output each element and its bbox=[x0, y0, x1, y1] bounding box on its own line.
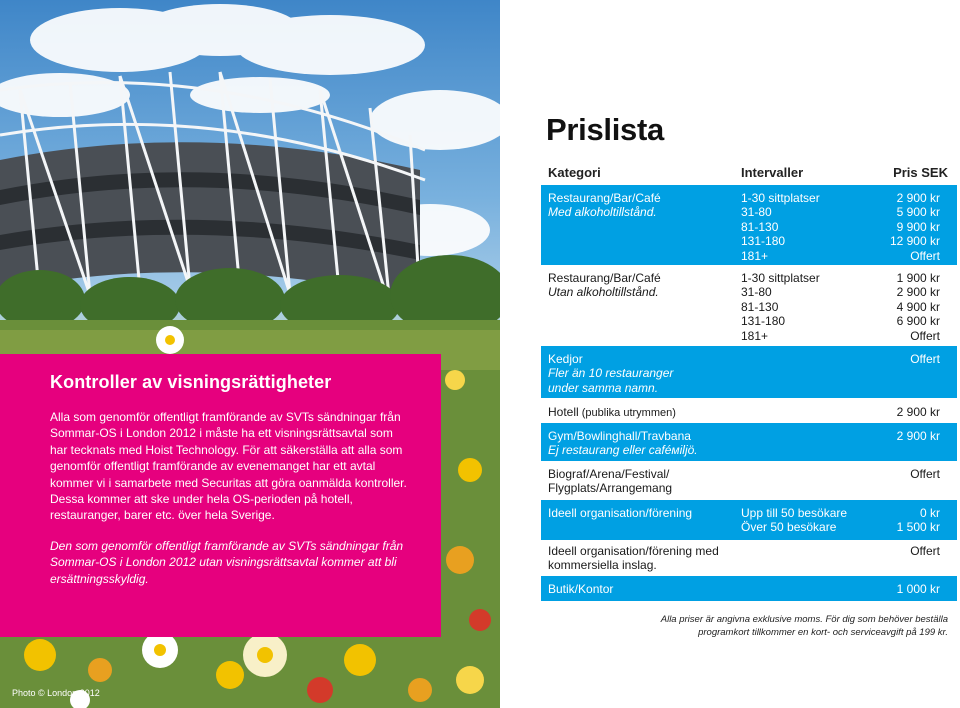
info-body: Alla som genomför offentligt framförande av SVTs sändningar från Sommar-OS i London 2012 i måste ha ett visningsrättsavtal som har tecknats med Hoist Technology. För att säkerställa att alla som genomför offentligt framförande av evenemanget har ett avtal kommer vi i samarbete med Securitas att göra oanmälda kontroller. Dessa kommer att ske under hela OS-perioden på hotell, restauranger, barer etc. över hela Sverige. bbox=[50, 410, 407, 523]
info-note: Den som genomför offentligt framförande av SVTs sändningar från Sommar-OS i London 2012 utan visningsrättsavtal kommer att bli ersättningsskyldig. bbox=[50, 538, 404, 586]
price-row-restaurant-with-license bbox=[541, 185, 957, 265]
row-prices: 2 900 kr bbox=[896, 429, 940, 443]
price-row-shop-office bbox=[541, 576, 957, 601]
row-category: Kedjor bbox=[548, 352, 583, 366]
row-category: Gym/Bowlinghall/Travbana bbox=[548, 429, 691, 443]
price-row-chains bbox=[541, 346, 957, 398]
row-prices: 1 000 kr bbox=[896, 582, 940, 596]
page-title: Prislista bbox=[546, 112, 664, 147]
row-category-cell bbox=[548, 271, 738, 300]
header-category: Kategori bbox=[548, 165, 601, 180]
price-row-gym bbox=[541, 423, 957, 461]
photo-credit: Photo © London 2012 bbox=[12, 688, 100, 698]
header-intervals: Intervaller bbox=[741, 165, 804, 180]
row-prices: 2 900 kr bbox=[896, 405, 940, 419]
row-subtitle: Fler än 10 restauranger under samma namn. bbox=[548, 366, 674, 395]
price-row-hotel bbox=[541, 399, 957, 425]
row-category: Hotell bbox=[548, 405, 579, 419]
row-category: Biograf/Arena/Festival/ Flygplats/Arrangemang bbox=[548, 467, 673, 496]
row-prices: 0 kr 1 500 kr bbox=[896, 506, 940, 535]
row-category-cell bbox=[548, 191, 738, 220]
row-category: Restaurang/Bar/Café bbox=[548, 271, 661, 285]
row-category: Ideell organisation/förening med kommersiella inslag. bbox=[548, 544, 719, 573]
row-category: Restaurang/Bar/Café bbox=[548, 191, 661, 205]
row-intervals: 1-30 sittplatser 31-80 81-130 131-180 181+ bbox=[741, 191, 820, 263]
price-row-restaurant-without-license bbox=[541, 265, 957, 345]
row-category-suffix: (publika utrymmen) bbox=[578, 407, 676, 419]
info-title: Kontroller av visningsrättigheter bbox=[50, 372, 332, 392]
row-prices: Offert bbox=[910, 544, 940, 558]
row-intervals: Upp till 50 besökare Över 50 besökare bbox=[741, 506, 848, 535]
row-subtitle: Ej restaurang eller caféмiljö. bbox=[548, 443, 698, 458]
row-category-cell bbox=[548, 429, 738, 458]
row-prices: 1 900 kr 2 900 kr 4 900 kr 6 900 kr Offert bbox=[896, 271, 940, 343]
row-intervals: 1-30 sittplatser 31-80 81-130 131-180 181+ bbox=[741, 271, 820, 343]
row-prices: Offert bbox=[910, 352, 940, 366]
header-price: Pris SEK bbox=[893, 165, 948, 180]
price-row-nonprofit bbox=[541, 500, 957, 540]
row-prices: 2 900 kr 5 900 kr 9 900 kr 12 900 kr Offert bbox=[889, 191, 940, 263]
rights-control-box bbox=[0, 354, 441, 637]
row-category-cell bbox=[548, 352, 738, 395]
price-row-cinema-arena bbox=[541, 461, 957, 499]
row-category-cell bbox=[548, 405, 738, 420]
row-category: Butik/Kontor bbox=[548, 582, 614, 596]
price-row-nonprofit-commercial bbox=[541, 538, 957, 576]
row-prices: Offert bbox=[910, 467, 940, 481]
row-category: Ideell organisation/förening bbox=[548, 506, 693, 520]
row-subtitle: Med alkoholtillstånd. bbox=[548, 205, 657, 220]
table-header bbox=[548, 165, 948, 183]
row-subtitle: Utan alkoholtillstånd. bbox=[548, 285, 659, 300]
footnote: Alla priser är angivna exklusive moms. För dig som behöver beställa programkort tillkommer en kort- och serviceavgift på 199 kr. bbox=[660, 614, 948, 638]
